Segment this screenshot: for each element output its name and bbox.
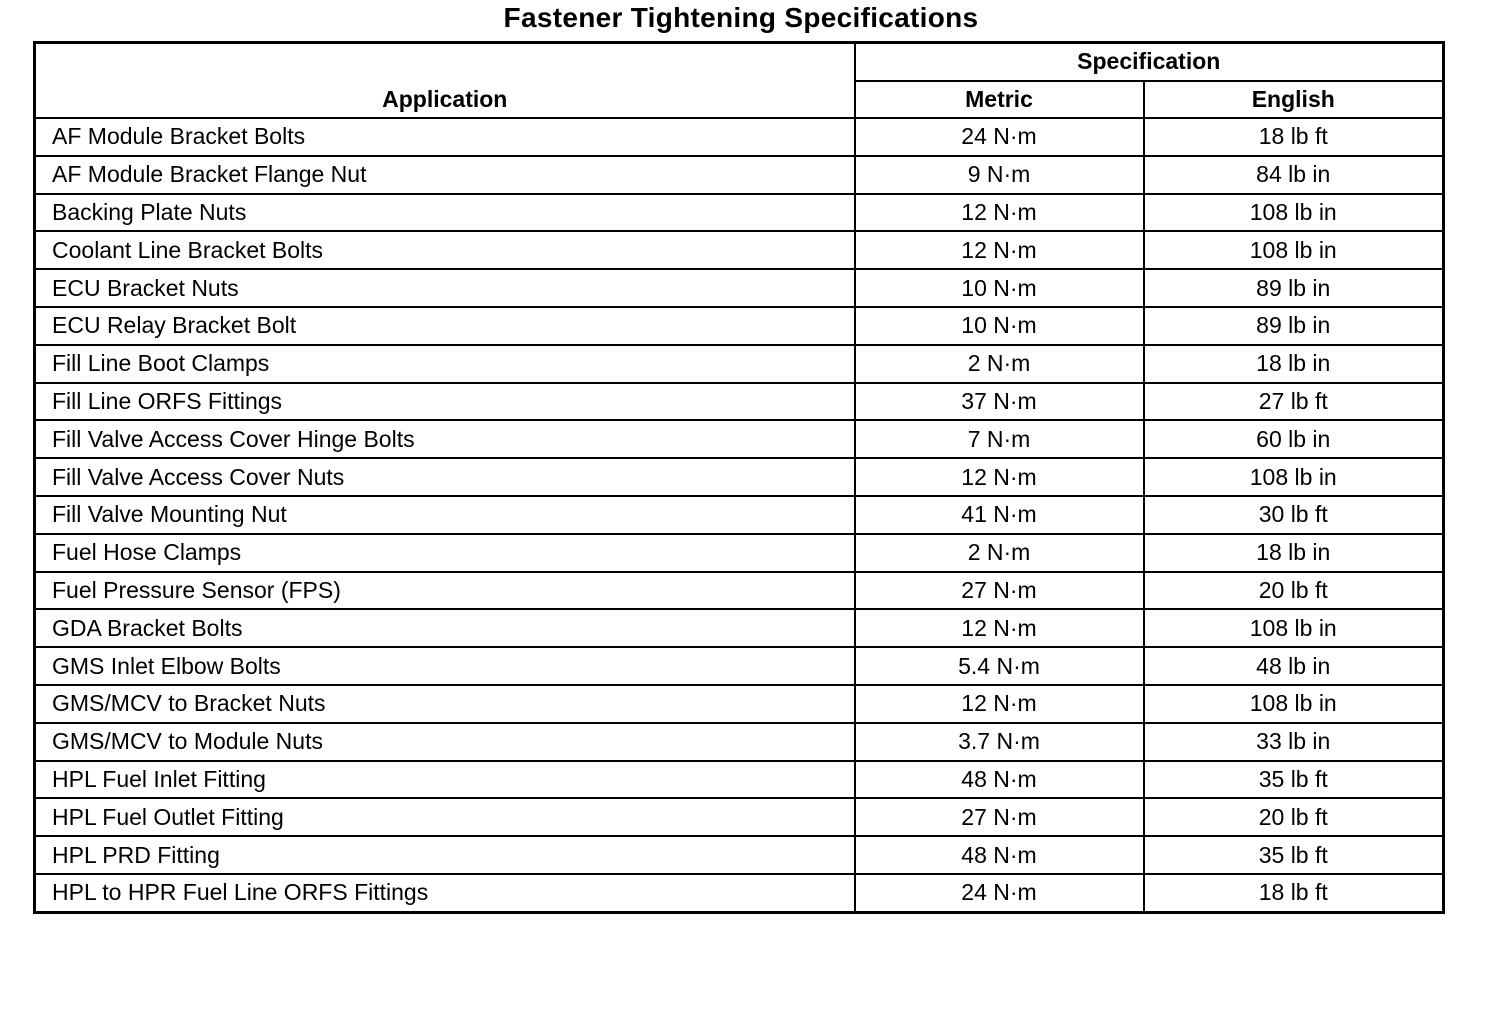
cell-application: ECU Bracket Nuts — [35, 269, 855, 307]
cell-application: Coolant Line Bracket Bolts — [35, 231, 855, 269]
table-row — [35, 118, 1444, 156]
cell-metric: 12 N·m — [855, 231, 1144, 269]
table-body — [35, 118, 1444, 912]
table-row — [35, 345, 1444, 383]
cell-english: 18 lb in — [1144, 345, 1444, 383]
cell-english: 35 lb ft — [1144, 836, 1444, 874]
cell-english: 108 lb in — [1144, 458, 1444, 496]
cell-metric: 48 N·m — [855, 836, 1144, 874]
cell-metric: 10 N·m — [855, 307, 1144, 345]
cell-application: GMS/MCV to Bracket Nuts — [35, 685, 855, 723]
cell-english: 18 lb in — [1144, 534, 1444, 572]
table-row — [35, 874, 1444, 912]
table-row — [35, 761, 1444, 799]
cell-application: AF Module Bracket Bolts — [35, 118, 855, 156]
table-row — [35, 798, 1444, 836]
cell-application: HPL Fuel Outlet Fitting — [35, 798, 855, 836]
cell-application: HPL to HPR Fuel Line ORFS Fittings — [35, 874, 855, 912]
table-row — [35, 836, 1444, 874]
spec-table — [33, 41, 1445, 914]
table-row — [35, 231, 1444, 269]
table-row — [35, 534, 1444, 572]
cell-english: 30 lb ft — [1144, 496, 1444, 534]
header-metric: Metric — [855, 81, 1144, 119]
cell-application: HPL Fuel Inlet Fitting — [35, 761, 855, 799]
cell-metric: 27 N·m — [855, 798, 1144, 836]
cell-metric: 37 N·m — [855, 383, 1144, 421]
cell-application: HPL PRD Fitting — [35, 836, 855, 874]
header-specification: Specification — [855, 43, 1444, 81]
cell-metric: 12 N·m — [855, 609, 1144, 647]
table-row — [35, 723, 1444, 761]
table-row — [35, 156, 1444, 194]
cell-metric: 24 N·m — [855, 874, 1144, 912]
cell-metric: 41 N·m — [855, 496, 1144, 534]
cell-english: 18 lb ft — [1144, 118, 1444, 156]
cell-metric: 27 N·m — [855, 572, 1144, 610]
cell-english: 84 lb in — [1144, 156, 1444, 194]
cell-application: Fill Line Boot Clamps — [35, 345, 855, 383]
table-row — [35, 307, 1444, 345]
cell-english: 33 lb in — [1144, 723, 1444, 761]
header-application: Application — [35, 43, 855, 119]
table-row — [35, 420, 1444, 458]
cell-metric: 5.4 N·m — [855, 647, 1144, 685]
table-row — [35, 194, 1444, 232]
table-header — [35, 43, 1444, 119]
cell-english: 108 lb in — [1144, 685, 1444, 723]
cell-metric: 24 N·m — [855, 118, 1144, 156]
table-row — [35, 609, 1444, 647]
table-row — [35, 383, 1444, 421]
cell-english: 60 lb in — [1144, 420, 1444, 458]
cell-application: Fill Line ORFS Fittings — [35, 383, 855, 421]
cell-metric: 12 N·m — [855, 685, 1144, 723]
cell-application: Backing Plate Nuts — [35, 194, 855, 232]
cell-english: 108 lb in — [1144, 194, 1444, 232]
cell-metric: 7 N·m — [855, 420, 1144, 458]
cell-english: 20 lb ft — [1144, 572, 1444, 610]
cell-english: 20 lb ft — [1144, 798, 1444, 836]
table-row — [35, 458, 1444, 496]
cell-application: GMS Inlet Elbow Bolts — [35, 647, 855, 685]
cell-application: GDA Bracket Bolts — [35, 609, 855, 647]
cell-application: Fill Valve Mounting Nut — [35, 496, 855, 534]
table-row — [35, 685, 1444, 723]
table-row — [35, 572, 1444, 610]
cell-english: 48 lb in — [1144, 647, 1444, 685]
cell-metric: 2 N·m — [855, 534, 1144, 572]
cell-metric: 9 N·m — [855, 156, 1144, 194]
cell-english: 108 lb in — [1144, 231, 1444, 269]
cell-metric: 2 N·m — [855, 345, 1144, 383]
cell-metric: 3.7 N·m — [855, 723, 1144, 761]
cell-english: 27 lb ft — [1144, 383, 1444, 421]
cell-english: 18 lb ft — [1144, 874, 1444, 912]
table-row — [35, 269, 1444, 307]
cell-application: AF Module Bracket Flange Nut — [35, 156, 855, 194]
cell-english: 35 lb ft — [1144, 761, 1444, 799]
cell-metric: 12 N·m — [855, 458, 1144, 496]
cell-application: Fill Valve Access Cover Nuts — [35, 458, 855, 496]
cell-metric: 48 N·m — [855, 761, 1144, 799]
cell-metric: 10 N·m — [855, 269, 1144, 307]
table-row — [35, 647, 1444, 685]
cell-english: 89 lb in — [1144, 269, 1444, 307]
page-title: Fastener Tightening Specifications — [503, 2, 979, 33]
cell-application: Fill Valve Access Cover Hinge Bolts — [35, 420, 855, 458]
cell-application: ECU Relay Bracket Bolt — [35, 307, 855, 345]
cell-application: Fuel Pressure Sensor (FPS) — [35, 572, 855, 610]
cell-english: 89 lb in — [1144, 307, 1444, 345]
cell-metric: 12 N·m — [855, 194, 1144, 232]
cell-english: 108 lb in — [1144, 609, 1444, 647]
header-english: English — [1144, 81, 1444, 119]
cell-application: GMS/MCV to Module Nuts — [35, 723, 855, 761]
cell-application: Fuel Hose Clamps — [35, 534, 855, 572]
table-row — [35, 496, 1444, 534]
